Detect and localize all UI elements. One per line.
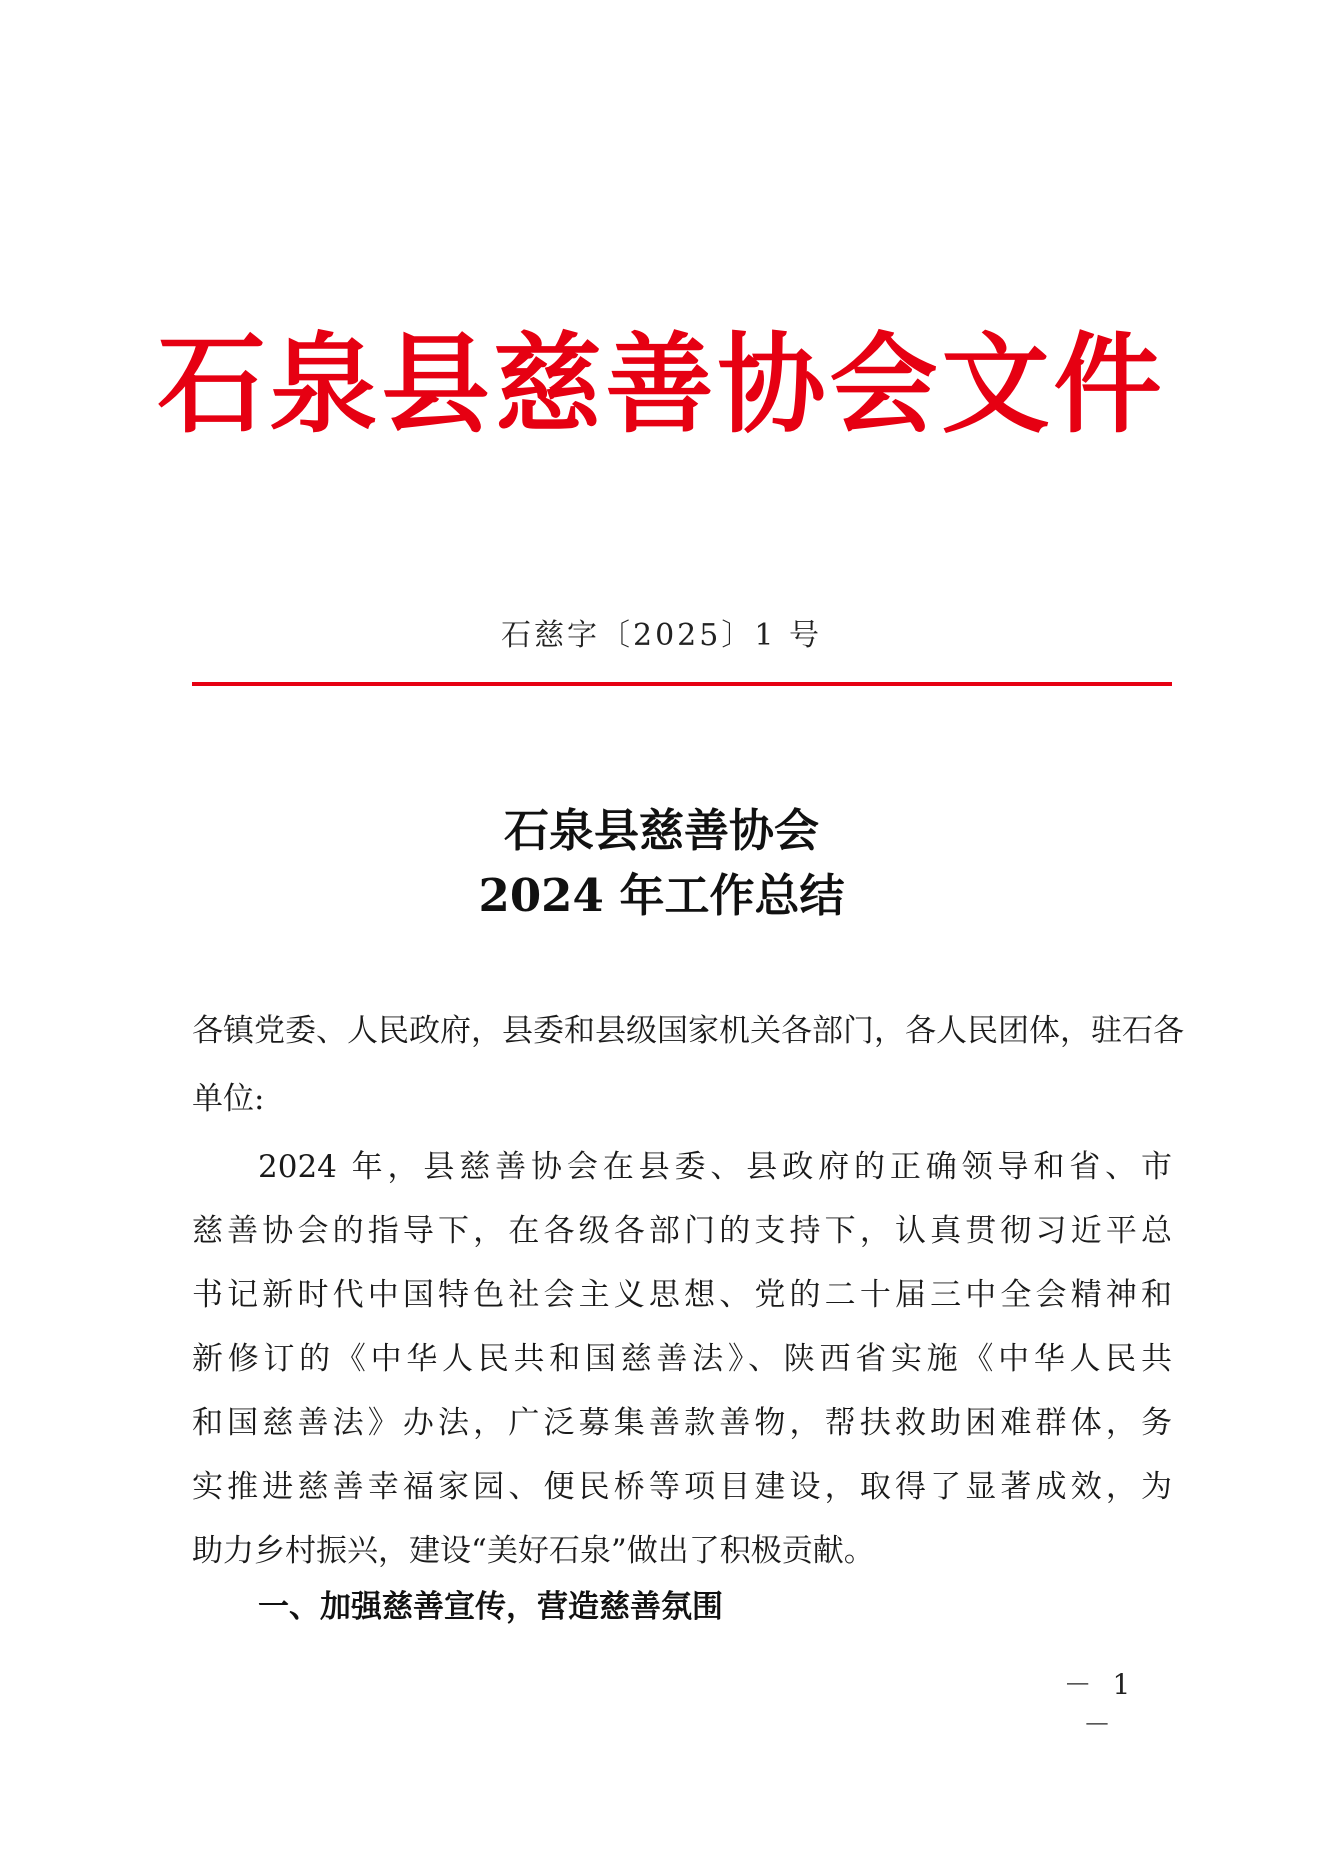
document-title-line-1: 石泉县慈善协会	[503, 804, 819, 857]
document-number: 石慈字〔2025〕1 号	[501, 618, 822, 653]
body-line: 助力乡村振兴，建设“美好石泉”做出了积极贡献。	[192, 1533, 875, 1569]
body-line: 慈善协会的指导下，在各级各部门的支持下，认真贯彻习近平总	[192, 1213, 1172, 1249]
body-line: 书记新时代中国特色社会主义思想、党的二十届三中全会精神和	[192, 1277, 1172, 1313]
body-line: 和国慈善法》办法，广泛募集善款善物，帮扶救助困难群体，务	[192, 1405, 1172, 1441]
body-line: 新修订的《中华人民共和国慈善法》、陕西省实施《中华人民共	[192, 1341, 1172, 1377]
salutation-line: 各镇党委、人民政府，县委和县级国家机关各部门，各人民团体，驻石各	[192, 1013, 1184, 1049]
body-line: 实推进慈善幸福家园、便民桥等项目建设，取得了显著成效，为	[192, 1469, 1172, 1505]
section-heading: 一、加强慈善宣传，营造慈善氛围	[258, 1589, 723, 1625]
salutation-line: 单位:	[192, 1081, 265, 1117]
document-title-line-2: 2024 年工作总结	[478, 869, 845, 922]
body-line: 2024 年，县慈善协会在县委、县政府的正确领导和省、市	[258, 1149, 1172, 1185]
masthead-title: 石泉县慈善协会文件	[157, 322, 1166, 448]
red-divider-line	[192, 682, 1172, 686]
page-number: － 1 －	[1063, 1668, 1137, 1741]
